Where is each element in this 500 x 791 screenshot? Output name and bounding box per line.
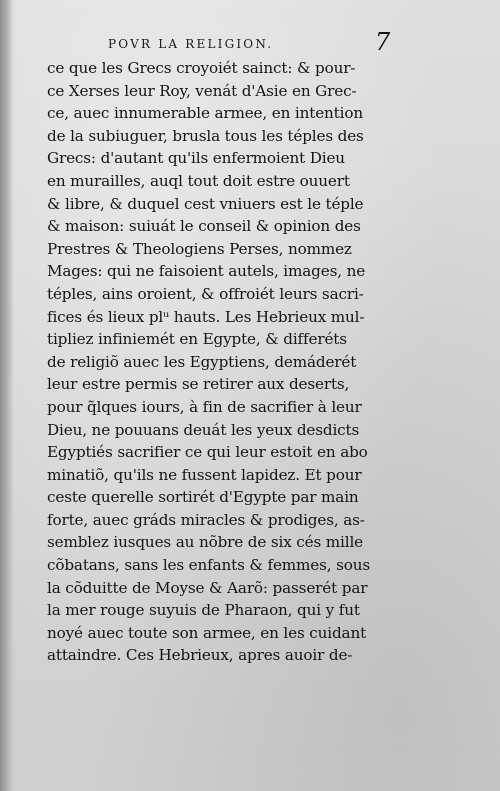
text-line: attaindre. Ces Hebrieux, apres auoir de- xyxy=(47,646,353,665)
text-line: & libre, & duquel cest vniuers est le téple xyxy=(47,194,364,213)
text-line: & maison: suiuát le conseil & opinion des xyxy=(47,217,361,236)
text-line: en murailles, auql tout doit estre ouuert xyxy=(47,171,350,190)
text-line: pour q̃lques iours, à fin de sacrifier à leur xyxy=(47,397,362,416)
text-line: semblez iusques au nõbre de six cés mille xyxy=(47,533,364,552)
text-line: fices és lieux plᵘ hauts. Les Hebrieux mul- xyxy=(47,307,365,326)
text-line: ce Xerses leur Roy, venát d'Asie en Grec- xyxy=(47,81,357,100)
page-number: 7 xyxy=(375,28,391,56)
text-line: cõbatans, sans les enfants & femmes, sous xyxy=(47,556,371,575)
text-line: minatiõ, qu'ils ne fussent lapidez. Et pour xyxy=(47,465,362,484)
text-line: la cõduitte de Moyse & Aarõ: passerét par xyxy=(47,578,368,597)
text-line: ceste querelle sortirét d'Egypte par main xyxy=(47,488,359,507)
text-line: forte, auec gráds miracles & prodiges, as- xyxy=(47,510,365,529)
text-line: Prestres & Theologiens Perses, nommez xyxy=(47,239,352,258)
text-line: ce que les Grecs croyoiét sainct: & pour- xyxy=(47,59,356,77)
page-gutter-shadow xyxy=(0,0,14,791)
running-head: POVR LA RELIGION. xyxy=(108,37,274,51)
text-line: Mages: qui ne faisoient autels, images, ne xyxy=(47,262,366,281)
text-line: Grecs: d'autant qu'ils enfermoient Dieu xyxy=(47,149,345,168)
text-line: tipliez infiniemét en Egypte, & differéts xyxy=(47,330,347,349)
text-line: téples, ains oroient, & offroiét leurs sacri- xyxy=(47,284,364,303)
text-line: leur estre permis se retirer aux deserts, xyxy=(47,375,350,394)
text-line: de la subiuguer, brusla tous les téples des xyxy=(47,126,364,145)
text-line: la mer rouge suyuis de Pharaon, qui y fut xyxy=(47,601,360,620)
text-line: Egyptiés sacrifier ce qui leur estoit en abo xyxy=(47,443,368,462)
text-line: de religiõ auec les Egyptiens, demáderét xyxy=(47,352,357,371)
text-line: noyé auec toute son armee, en les cuidant xyxy=(47,623,367,642)
text-line: Dieu, ne pouuans deuát les yeux desdicts xyxy=(47,420,360,439)
text-line: ce, auec innumerable armee, en intention xyxy=(47,104,363,123)
body-text xyxy=(47,57,399,667)
